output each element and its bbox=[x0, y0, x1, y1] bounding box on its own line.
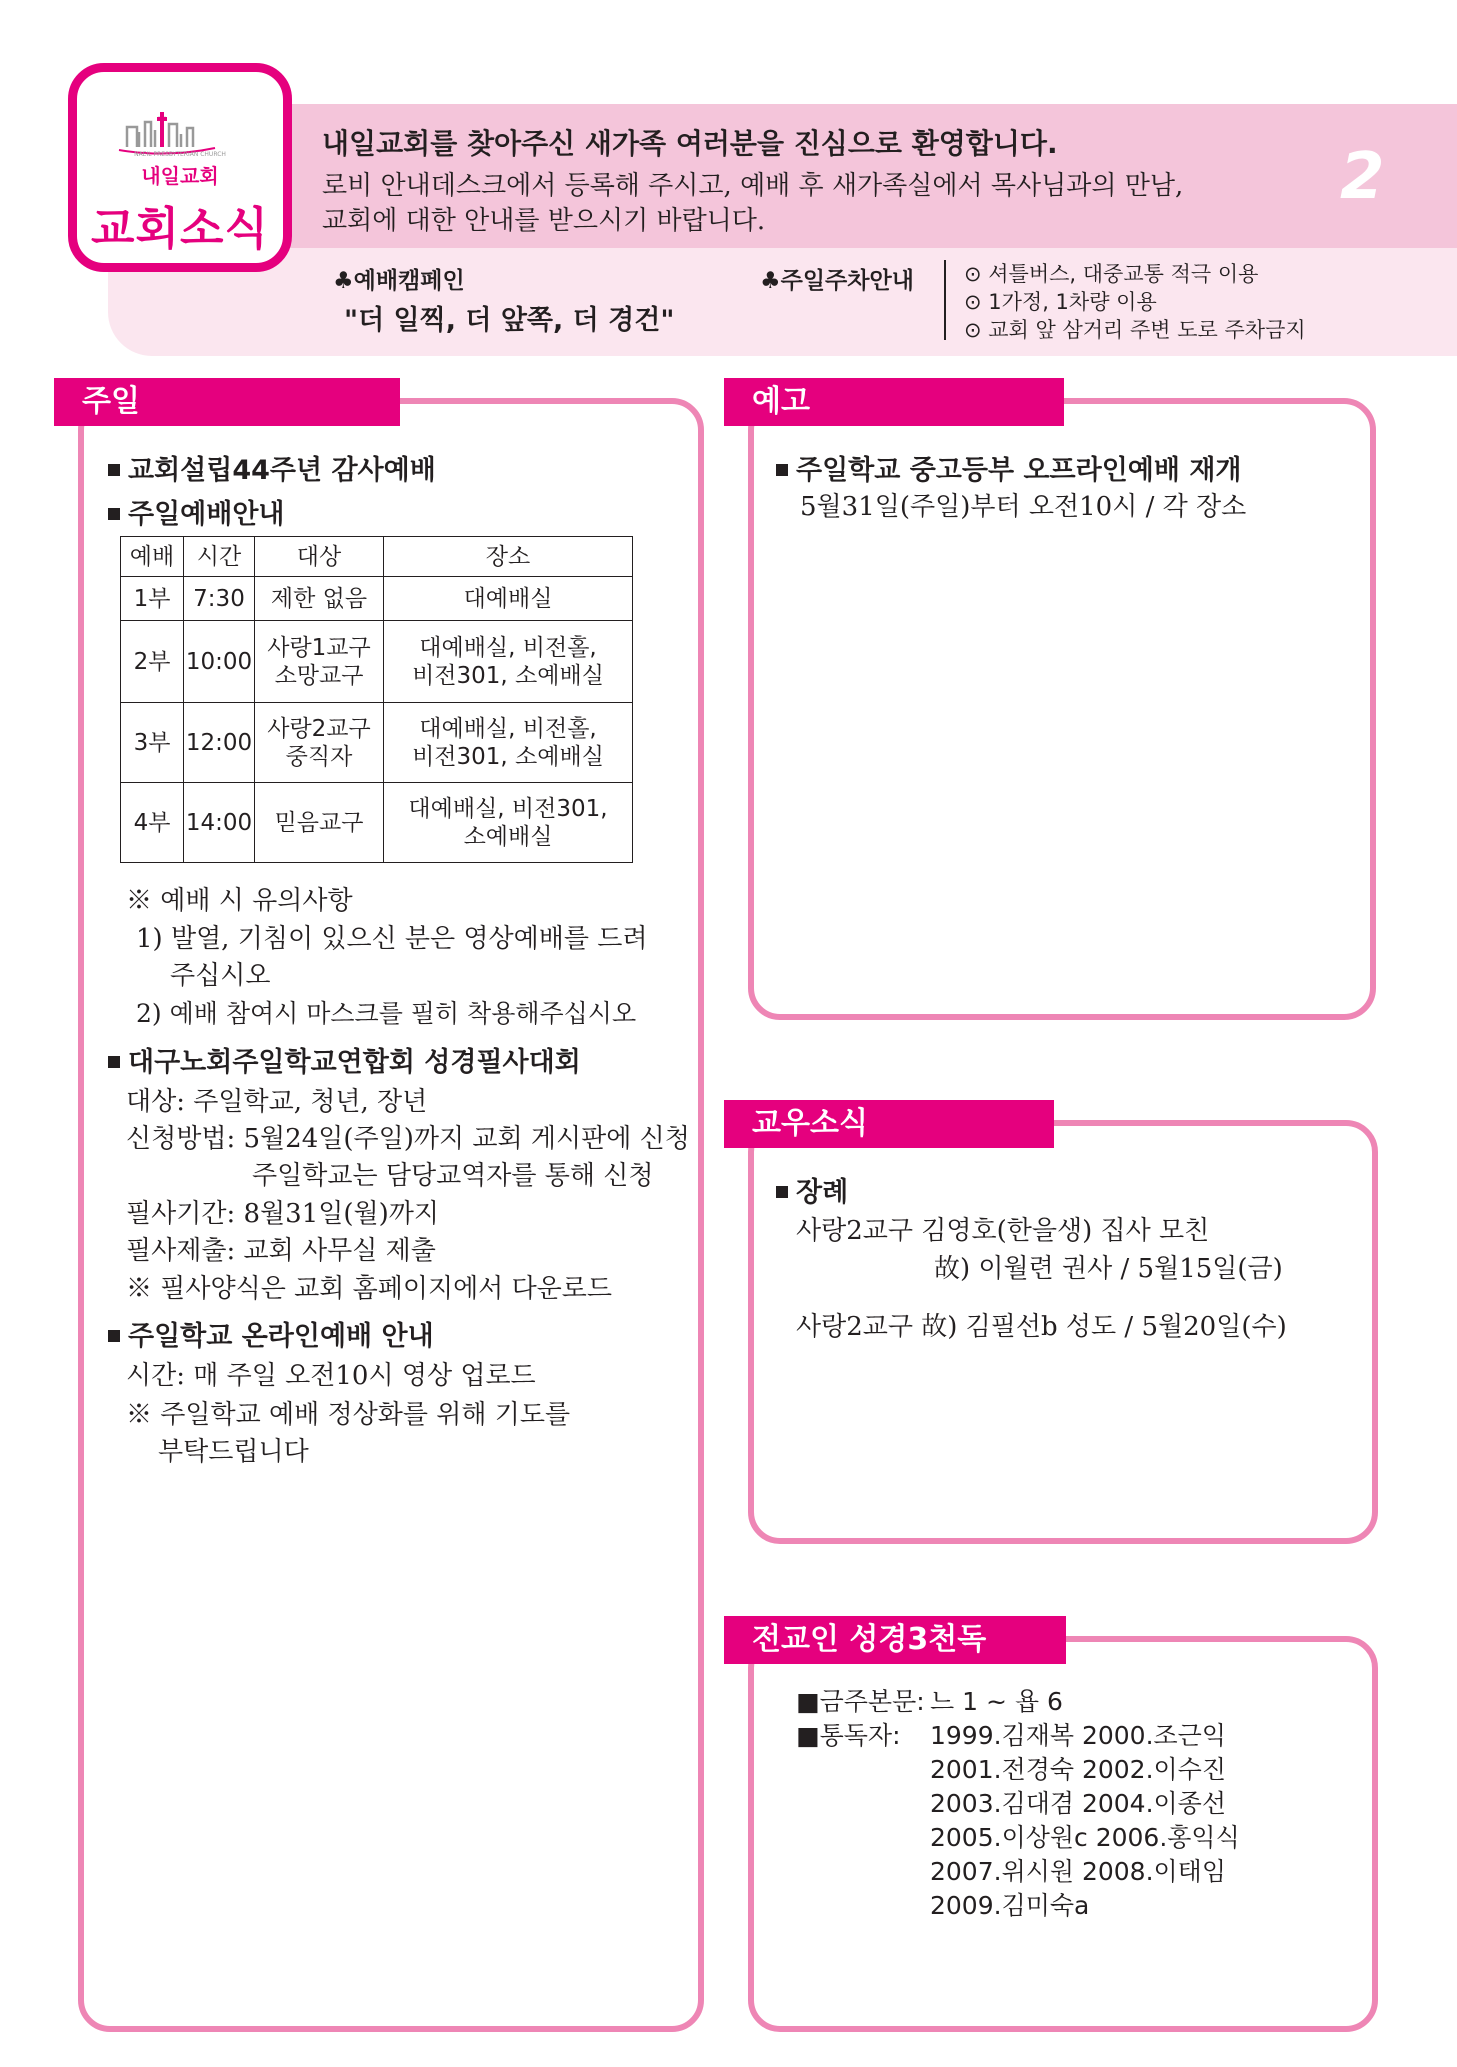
table-row bbox=[121, 703, 633, 783]
members-line: 故) 이월련 권사 / 5월15일(금) bbox=[934, 1254, 1283, 1284]
item-label: 교회설립44주년 감사예배 bbox=[128, 455, 436, 486]
notice-tab: 예고 bbox=[724, 378, 1064, 426]
logo-subtitle: NAEIL PRESBYTERIAN CHURCH bbox=[134, 151, 226, 158]
notice-line: 5월31일(주일)부터 오전10시 / 각 장소 bbox=[800, 492, 1247, 522]
contest-line: 필사기간: 8월31일(월)까지 bbox=[126, 1199, 439, 1229]
table-row bbox=[121, 783, 633, 863]
table-cell: 3부 bbox=[121, 703, 184, 783]
parking-label: ♣주일주차안내 bbox=[760, 268, 914, 294]
item-label: 주일학교 중고등부 오프라인예배 재개 bbox=[796, 455, 1242, 486]
logo-name: 내일교회 bbox=[141, 164, 219, 188]
table-cell: 14:00 bbox=[184, 783, 255, 863]
bullet-icon bbox=[108, 1330, 120, 1342]
sunday-tab: 주일 bbox=[54, 378, 400, 426]
contest-line: 주일학교는 담당교역자를 통해 신청 bbox=[252, 1161, 654, 1191]
parking-item: ⊙ 1가정, 1차량 이용 bbox=[964, 290, 1157, 314]
note-line: 2) 예배 참여시 마스크를 필히 착용해주십시오 bbox=[136, 999, 637, 1028]
note-line: 주십시오 bbox=[170, 961, 271, 991]
members-line: 사랑2교구 김영호(한을생) 집사 모친 bbox=[796, 1216, 1210, 1246]
table-cell: 7:30 bbox=[184, 577, 255, 621]
bible-text-label: ■금주본문: bbox=[796, 1687, 925, 1716]
contest-line: 신청방법: 5월24일(주일)까지 교회 게시판에 신청 bbox=[126, 1124, 690, 1154]
table-row bbox=[121, 621, 633, 703]
item-label: 주일학교 온라인예배 안내 bbox=[128, 1321, 434, 1352]
welcome-line: 로비 안내데스크에서 등록해 주시고, 예배 후 새가족실에서 목사님과의 만남, bbox=[322, 171, 1184, 201]
parking-item: ⊙ 셔틀버스, 대중교통 적극 이용 bbox=[964, 262, 1259, 286]
note-line: 1) 발열, 기침이 있으신 분은 영상예배를 드려 bbox=[136, 924, 648, 954]
table-cell: 믿음교구 bbox=[255, 783, 384, 863]
sunday-item-online bbox=[108, 1314, 434, 1353]
service-schedule-table bbox=[120, 536, 633, 863]
table-cell: 대예배실, 비전301, 소예배실 bbox=[384, 783, 633, 863]
welcome-title: 내일교회를 찾아주신 새가족 여러분을 진심으로 환영합니다. bbox=[322, 127, 1058, 160]
bible-tab: 전교인 성경3천독 bbox=[724, 1616, 1066, 1664]
item-label: 대구노회주일학교연합회 성경필사대회 bbox=[128, 1047, 581, 1078]
contest-line: 필사제출: 교회 사무실 제출 bbox=[126, 1236, 436, 1266]
bullet-icon bbox=[108, 508, 120, 520]
table-cell: 대예배실, 비전홀, 비전301, 소예배실 bbox=[384, 621, 633, 703]
welcome-line: 교회에 대한 안내를 받으시기 바랍니다. bbox=[322, 206, 766, 236]
online-line: 시간: 매 주일 오전10시 영상 업로드 bbox=[126, 1361, 536, 1391]
table-cell: 대예배실, 비전홀, 비전301, 소예배실 bbox=[384, 703, 633, 783]
item-label: 주일예배안내 bbox=[128, 499, 285, 530]
reader-line: 1999.김재복 2000.조근익 bbox=[930, 1721, 1226, 1750]
notice-item bbox=[776, 448, 1242, 487]
reader-line: 2005.이상원c 2006.홍익식 bbox=[930, 1823, 1240, 1852]
column-header: 예배 bbox=[121, 537, 184, 577]
table-cell: 사랑1교구 소망교구 bbox=[255, 621, 384, 703]
table-cell: 2부 bbox=[121, 621, 184, 703]
campaign-label: ♣예배캠페인 bbox=[333, 268, 465, 294]
bullet-icon bbox=[776, 464, 788, 476]
members-line: 사랑2교구 故) 김필선b 성도 / 5월20일(수) bbox=[796, 1312, 1287, 1342]
sunday-item-anniversary bbox=[108, 448, 436, 487]
sunday-item-contest bbox=[108, 1040, 581, 1079]
table-cell: 사랑2교구 중직자 bbox=[255, 703, 384, 783]
bullet-icon bbox=[108, 1056, 120, 1068]
notes-title: ※ 예배 시 유의사항 bbox=[126, 886, 353, 916]
page-number: 2 bbox=[1340, 140, 1385, 214]
reader-line: 2009.김미숙a bbox=[930, 1891, 1090, 1920]
column-header: 시간 bbox=[184, 537, 255, 577]
column-header: 대상 bbox=[255, 537, 384, 577]
members-item-funeral bbox=[776, 1170, 848, 1209]
contest-line: 대상: 주일학교, 청년, 장년 bbox=[126, 1087, 428, 1117]
table-header-row bbox=[121, 537, 633, 577]
contest-line: ※ 필사양식은 교회 홈페이지에서 다운로드 bbox=[126, 1274, 613, 1304]
table-cell: 1부 bbox=[121, 577, 184, 621]
bullet-icon bbox=[108, 464, 120, 476]
bible-text-value: 느 1 ~ 욥 6 bbox=[930, 1687, 1063, 1716]
reader-line: 2003.김대겸 2004.이종선 bbox=[930, 1789, 1226, 1818]
divider bbox=[944, 260, 946, 340]
campaign-slogan: "더 일찍, 더 앞쪽, 더 경건" bbox=[344, 305, 675, 336]
parking-item: ⊙ 교회 앞 삼거리 주변 도로 주차금지 bbox=[964, 318, 1306, 342]
item-label: 장례 bbox=[796, 1177, 849, 1208]
logo-box bbox=[68, 63, 292, 272]
table-cell: 10:00 bbox=[184, 621, 255, 703]
table-cell: 4부 bbox=[121, 783, 184, 863]
table-cell: 제한 없음 bbox=[255, 577, 384, 621]
table-cell: 대예배실 bbox=[384, 577, 633, 621]
bullet-icon bbox=[776, 1186, 788, 1198]
table-cell: 12:00 bbox=[184, 703, 255, 783]
members-tab: 교우소식 bbox=[724, 1100, 1054, 1148]
online-line: ※ 주일학교 예배 정상화를 위해 기도를 bbox=[126, 1400, 571, 1430]
online-line: 부탁드립니다 bbox=[158, 1437, 309, 1467]
reader-line: 2007.위시원 2008.이태임 bbox=[930, 1857, 1226, 1886]
bible-readers-label: ■통독자: bbox=[796, 1721, 901, 1750]
section-title: 교회소식 bbox=[91, 202, 269, 255]
table-row bbox=[121, 577, 633, 621]
column-header: 장소 bbox=[384, 537, 633, 577]
reader-line: 2001.전경숙 2002.이수진 bbox=[930, 1755, 1226, 1784]
sunday-item-schedule bbox=[108, 492, 285, 531]
